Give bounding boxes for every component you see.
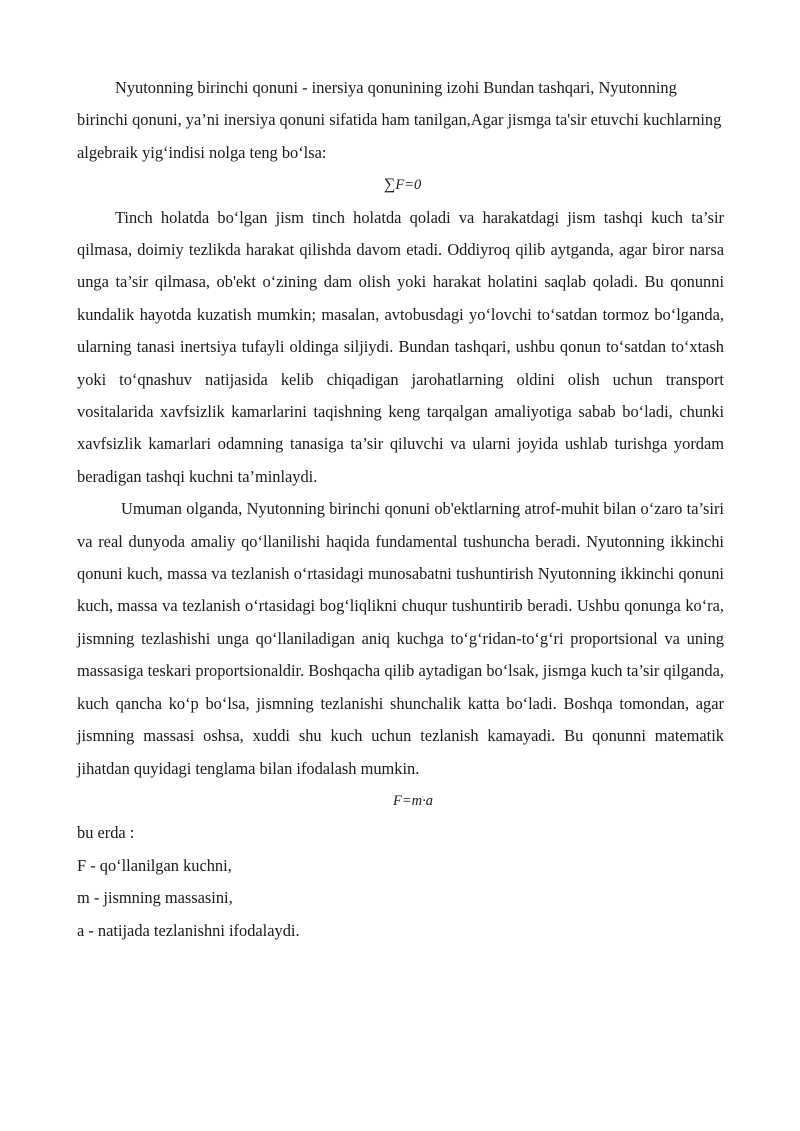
formula-fma-expression: F=m·a (393, 792, 433, 809)
formula-sum-expression: F=0 (395, 177, 422, 194)
definition-mass: m - jismning massasini, (77, 888, 233, 908)
paragraph-inertia-explanation: Tinch holatda bo‘lgan jism tinch holatda qoladi va harakatdagi jism tashqi kuch ta’sir qilmasa, doimiy tezlikda harakat qilishda davom etadi. Oddiyroq qilib aytganda, agar biror narsa unga ta’sir qilmasa, ob'ekt o‘zining dam olish yoki harakat holatini saqlab qoladi. Bu qonunni kundalik hayotda kuzatish mumkin; masalan, avtobusdagi yo‘lovchi to‘satdan tormoz bo‘lganda, ularning tanasi inertsiya tufayli oldinga siljiydi. Bundan tashqari, ushbu qonun to‘satdan to‘xtash yoki to‘qnashuv natijasida kelib chiqadigan jarohatlarning oldini olish uchun transport vositalarida xavfsizlik kamarlarini taqishning keng tarqalgan amaliyotiga sabab bo‘ladi, chunki xavfsizlik kamarlari odamning tanasiga ta’sir qiluvchi va ularni joyida ushlab turishga yordam beradigan tashqi kuchni ta’minlaydi. (77, 207, 724, 486)
sigma-symbol: ∑ (384, 176, 396, 194)
definition-acceleration: a - natijada tezlanishni ifodalaydi. (77, 920, 300, 940)
paragraph-first-law-intro: Nyutonning birinchi qonuni - inersiya qonunining izohi Bundan tashqari, Nyutonning birinchi qonuni, ya’ni inersiya qonuni sifatida ham tanilgan,Agar jismga ta'sir etuvchi kuchlarning algebraik yig‘indisi nolga teng bo‘lsa: (77, 78, 722, 162)
formula-force-mass-acceleration (77, 785, 724, 817)
document-page (77, 72, 724, 947)
definition-force: F - qo‘llanilgan kuchni, (77, 855, 232, 875)
paragraph-second-law: Umuman olganda, Nyutonning birinchi qonuni ob'ektlarning atrof-muhit bilan o‘zaro ta’siri va real dunyoda amaliy qo‘llanilishi haqida fundamental tushuncha beradi. Nyutonning ikkinchi qonuni kuch, massa va tezlanish o‘rtasidagi munosabatni tushuntirish Nyutonning ikkinchi qonuni kuch, massa va tezlanish o‘rtasidagi bog‘liqlikni chuqur tushuntirib beradi. Ushbu qonunga ko‘ra, jismning tezlashishi unga qo‘llaniladigan aniq kuchga to‘g‘ridan-to‘g‘ri proportsional va uning massasiga teskari proportsionaldir. Boshqacha qilib aytadigan bo‘lsak, jismga kuch ta’sir qilganda, kuch qancha ko‘p bo‘lsa, jismning tezlanishi shunchalik katta bo‘ladi. Boshqa tomondan, agar jismning massasi oshsa, xuddi shu kuch uchun tezlanish kamayadi. Bu qonunni matematik jihatdan quyidagi tenglama bilan ifodalash mumkin. (77, 499, 724, 778)
formula-sum-of-forces (77, 169, 724, 201)
definitions-intro: bu erda : (77, 823, 135, 843)
